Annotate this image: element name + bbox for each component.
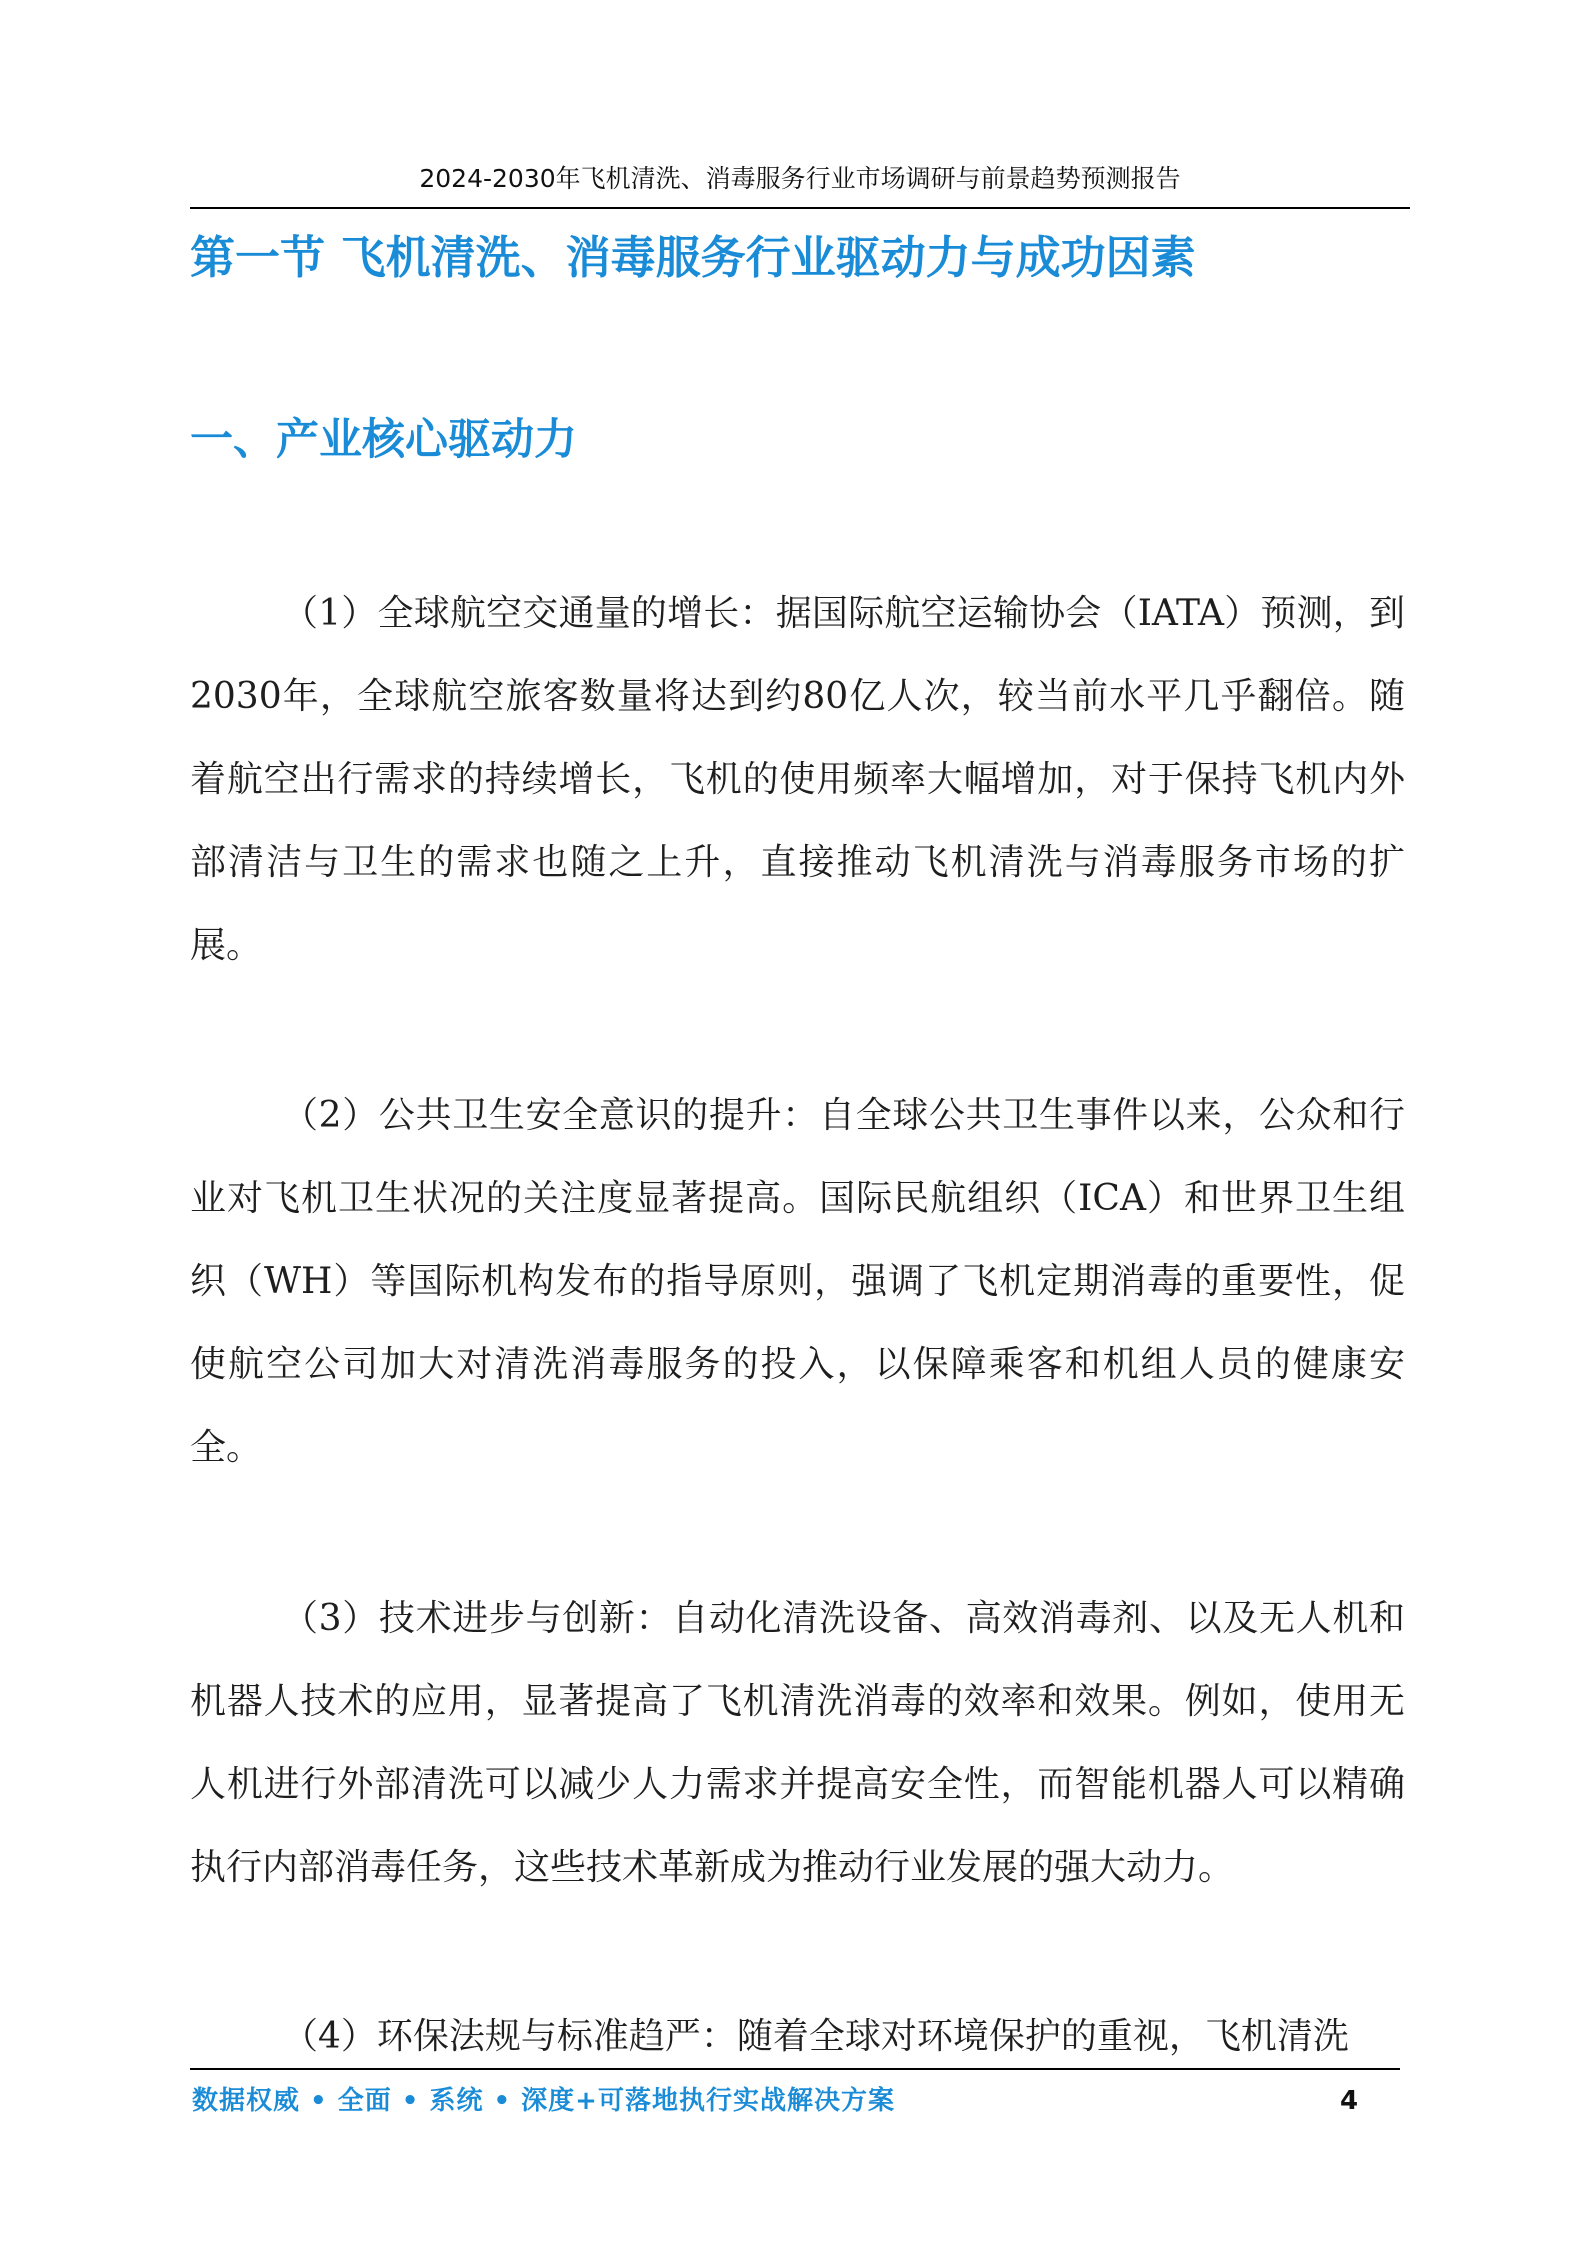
section-title: 第一节 飞机清洗、消毒服务行业驱动力与成功因素: [190, 231, 1196, 284]
subsection-title: 一、产业核心驱动力: [190, 415, 577, 465]
paragraph-public-health-awareness: （2）公共卫生安全意识的提升：自全球公共卫生事件以来，公众和行业对飞机卫生状况的关注度显著提高。国际民航组织（ICA）和世界卫生组织（WH）等国际机构发布的指导原则，强调了飞机定期消毒的重要性，促使航空公司加大对清洗消毒服务的投入，以保障乘客和机组人员的健康安全。: [190, 1095, 1405, 1468]
header-divider: [190, 207, 1410, 209]
footer-divider: [190, 2068, 1400, 2070]
paragraph-technology-innovation: （3）技术进步与创新：自动化清洗设备、高效消毒剂、以及无人机和机器人技术的应用，显著提高了飞机清洗消毒的效率和效果。例如，使用无人机进行外部清洗可以减少人力需求并提高安全性，而智能机器人可以精确执行内部消毒任务，这些技术革新成为推动行业发展的强大动力。: [190, 1598, 1405, 1888]
paragraph-air-traffic-growth: （1）全球航空交通量的增长：据国际航空运输协会（IATA）预测，到2030年，全球航空旅客数量将达到约80亿人次，较当前水平几乎翻倍。随着航空出行需求的持续增长，飞机的使用频率大幅增加，对于保持飞机内外部清洁与卫生的需求也随之上升，直接推动飞机清洗与消毒服务市场的扩展。: [190, 593, 1405, 966]
footer-slogan: 数据权威 • 全面 • 系统 • 深度+可落地执行实战解决方案: [192, 2086, 895, 2116]
paragraph-environmental-regulation: （4）环保法规与标准趋严：随着全球对环境保护的重视，飞机清洗: [282, 2016, 1349, 2057]
page-number: 4: [1340, 2086, 1359, 2116]
running-header: 2024-2030年飞机清洗、消毒服务行业市场调研与前景趋势预测报告: [419, 164, 1181, 193]
